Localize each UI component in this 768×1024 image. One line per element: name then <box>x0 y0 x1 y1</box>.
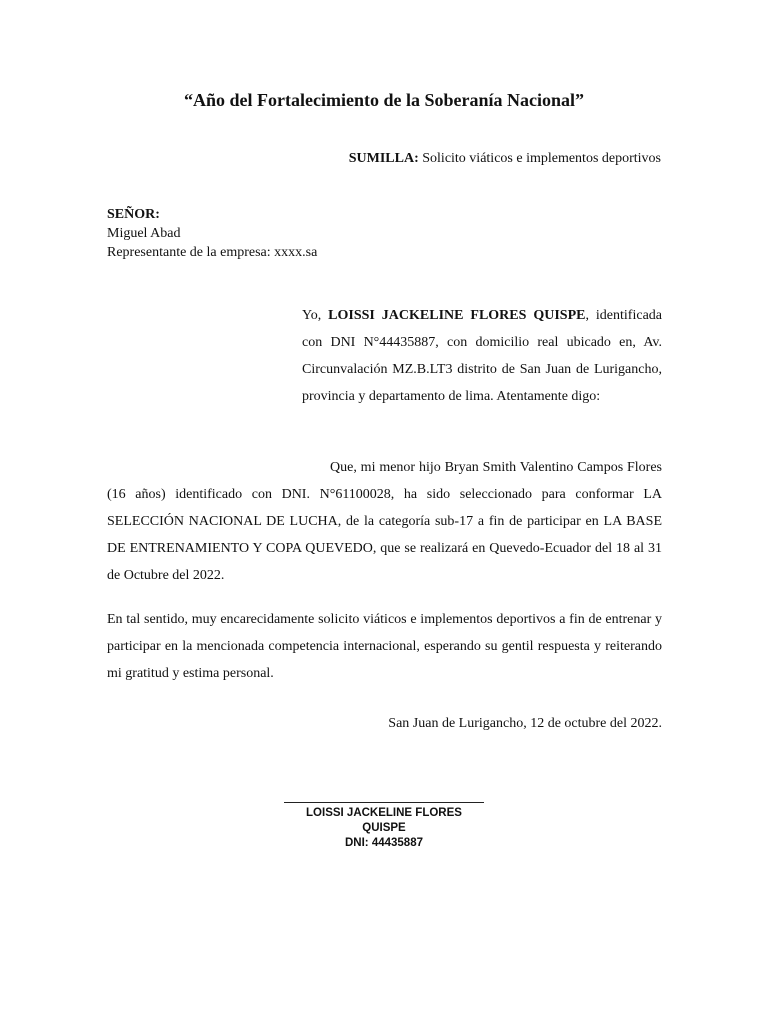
signature-line <box>284 802 484 803</box>
addressee-role: Representante de la empresa: xxxx.sa <box>107 245 318 260</box>
signature-block <box>284 802 484 851</box>
intro-paragraph <box>302 302 662 410</box>
addressee-block <box>107 205 317 262</box>
sumilla-text: Solicito viáticos e implementos deportivos <box>422 151 661 166</box>
salutation: SEÑOR: <box>107 207 160 222</box>
addressee-name: Miguel Abad <box>107 226 181 241</box>
signature-name: LOISSI JACKELINE FLORES QUISPE <box>306 807 462 834</box>
body-paragraph-2: En tal sentido, muy encarecidamente solicito viáticos e implementos deportivos a fin de entrenar y participar en la mencionada competencia internacional, esperando su gentil respuesta y reiterando mi gratitud y estima personal. <box>107 612 662 681</box>
intro-rest: , identificada con DNI N°44435887, con domicilio real ubicado en, Av. Circunvalación MZ.B.LT3 distrito de San Juan de Lurigancho, provincia y departamento de lima. Atentamente digo: <box>302 308 662 404</box>
sumilla-line <box>349 151 661 167</box>
intro-prefix: Yo, <box>302 308 329 323</box>
document-title: “Año del Fortalecimiento de la Soberanía Nacional” <box>184 90 584 110</box>
signature-dni: DNI: 44435887 <box>345 837 423 849</box>
applicant-name: LOISSI JACKELINE FLORES QUISPE <box>328 308 586 323</box>
place-date: San Juan de Lurigancho, 12 de octubre del 2022. <box>388 716 662 731</box>
sumilla-label: SUMILLA: <box>348 151 419 166</box>
body-paragraph-1: Que, mi menor hijo Bryan Smith Valentino Campos Flores (16 años) identificado con DNI. N°61100028, ha sido seleccionado para conformar LA SELECCIÓN NACIONAL DE LUCHA, de la categoría sub-17 a fin de participar en LA BASE DE ENTRENAMIENTO Y COPA QUEVEDO, que se realizará en Quevedo-Ecuador del 18 al 31 de Octubre del 2022. <box>107 460 662 583</box>
